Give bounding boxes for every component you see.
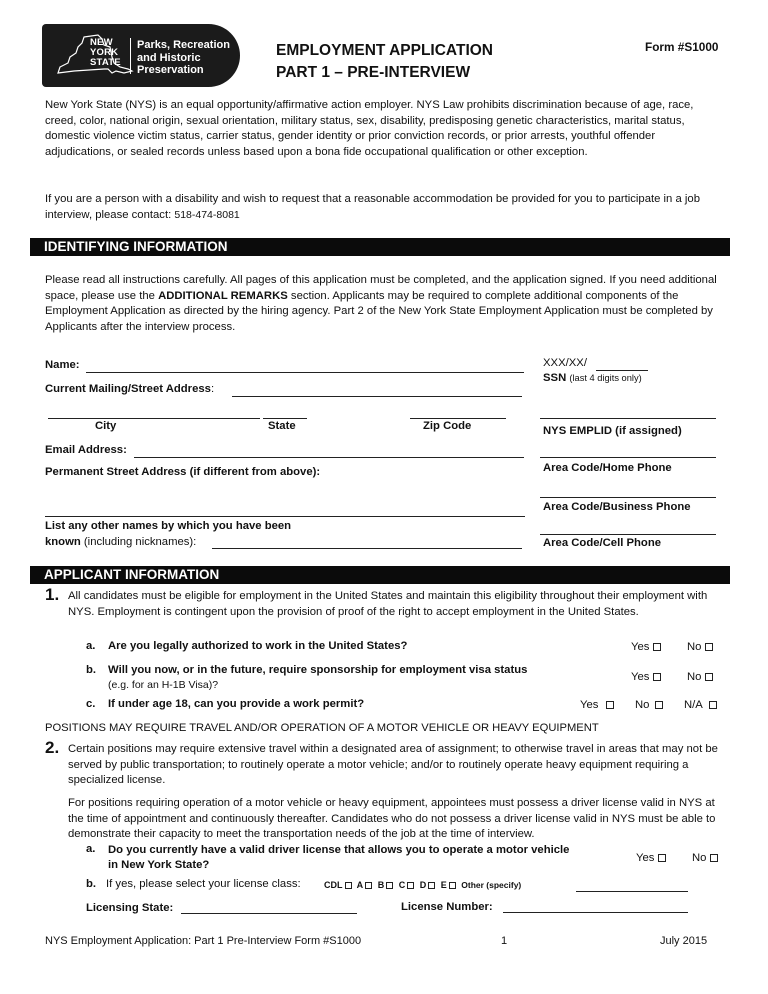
page-title: EMPLOYMENT APPLICATION bbox=[276, 42, 493, 59]
question-2b-text: If yes, please select your license class: bbox=[106, 878, 301, 890]
license-number-field[interactable] bbox=[503, 912, 688, 913]
instructions-text-a: Please read all instructions carefully. All pages of this application must be completed, and the application signed. If you need additional space, please use the bbox=[45, 274, 717, 302]
state-label: State bbox=[268, 420, 296, 432]
footer-form-name: NYS Employment Application: Part 1 Pre-Interview Form #S1000 bbox=[45, 935, 362, 947]
q1b-no-checkbox[interactable] bbox=[705, 673, 713, 681]
question-1c-letter: c. bbox=[86, 698, 96, 710]
license-class-d: D bbox=[419, 880, 427, 890]
q2a-yes-checkbox[interactable] bbox=[658, 854, 666, 862]
license-class-c: C bbox=[398, 880, 406, 890]
home-phone-field[interactable] bbox=[540, 457, 716, 458]
logo-state-line2: YORK bbox=[90, 47, 119, 58]
q1c-yes-label: Yes bbox=[580, 699, 599, 711]
license-class-c-checkbox[interactable] bbox=[407, 882, 414, 889]
ssn-label: SSN bbox=[543, 372, 567, 384]
q1c-no-label: No bbox=[635, 699, 650, 711]
logo-agency-line3: Preservation bbox=[137, 64, 204, 76]
question-1a-letter: a. bbox=[86, 640, 96, 652]
license-class-e-checkbox[interactable] bbox=[449, 882, 456, 889]
q1b-yes-checkbox[interactable] bbox=[653, 673, 661, 681]
question-2b-letter: b. bbox=[86, 878, 97, 890]
permanent-address-label: Permanent Street Address (if different from above): bbox=[45, 466, 321, 478]
ssn-note: (last 4 digits only) bbox=[569, 373, 642, 383]
emplid-label: NYS EMPLID (if assigned) bbox=[543, 425, 682, 437]
mailing-address-label: Current Mailing/Street Address bbox=[45, 383, 211, 395]
other-names-label-line1: List any other names by which you have been bbox=[45, 520, 292, 532]
city-field[interactable] bbox=[48, 418, 260, 419]
q1c-na-checkbox[interactable] bbox=[709, 701, 717, 709]
licensing-state-label: Licensing State: bbox=[86, 902, 174, 914]
ssn-field[interactable] bbox=[596, 370, 648, 371]
business-phone-field[interactable] bbox=[540, 497, 716, 498]
q1c-na-label: N/A bbox=[684, 699, 703, 711]
question-1b-note: (e.g. for an H-1B Visa)? bbox=[108, 679, 219, 691]
name-field[interactable] bbox=[86, 372, 524, 373]
question-1b-text: Will you now, or in the future, require sponsorship for employment visa status bbox=[108, 664, 528, 676]
logo-agency-line1: Parks, Recreation bbox=[137, 39, 230, 51]
logo-agency-line2: and Historic bbox=[137, 51, 201, 64]
q1c-no-checkbox[interactable] bbox=[655, 701, 663, 709]
logo-state-line1: NEW bbox=[90, 37, 113, 48]
other-names-note: (including nicknames): bbox=[83, 536, 197, 548]
footer-page-number: 1 bbox=[501, 935, 508, 947]
email-field[interactable] bbox=[134, 457, 524, 458]
license-class-cdl-checkbox[interactable] bbox=[345, 882, 352, 889]
other-names-field[interactable] bbox=[212, 548, 522, 549]
home-phone-label: Area Code/Home Phone bbox=[543, 462, 672, 474]
q2a-yes-label: Yes bbox=[636, 852, 655, 864]
q1a-no-label: No bbox=[687, 641, 702, 653]
instructions-text-b: section. Applicants may be required to complete additional components of the Employment Application as directed by the hiring agency. Part 2 of the New York State Employment Application must be completed by Applicants after the interview process. bbox=[45, 289, 713, 333]
license-class-d-checkbox[interactable] bbox=[428, 882, 435, 889]
identifying-instructions bbox=[45, 273, 725, 335]
agency-logo bbox=[42, 24, 240, 87]
eeo-statement: New York State (NYS) is an equal opportunity/affirmative action employer. NYS Law prohibits discrimination because of age, race, creed, color, national origin, sexual orientation, military status, sex, disability, predisposing genetic characteristics, marital status, domestic violence victim status, carrier status, gender identity or prior conviction records, or prior arrests, youthful offender adjudications, or sealed records unless based upon a bona fide occupational qualification or other exception. bbox=[45, 99, 694, 158]
question-2-text: Certain positions may require extensive travel within a designated area of assignment; to otherwise travel in areas that may not be served by public transportation; to routinely operate a motor vehicle; and/or to routinely operate heavy equipment requiring a specialized license. bbox=[68, 743, 718, 787]
footer-date: July 2015 bbox=[660, 935, 708, 947]
question-2a-text-line1: Do you currently have a valid driver license that allows you to operate a motor vehicle bbox=[108, 844, 570, 856]
question-1b-letter: b. bbox=[86, 664, 97, 676]
permanent-address-field[interactable] bbox=[45, 516, 525, 517]
cell-phone-label: Area Code/Cell Phone bbox=[543, 537, 662, 549]
zip-label: Zip Code bbox=[423, 420, 472, 432]
q1b-no-label: No bbox=[687, 671, 702, 683]
license-class-b: B bbox=[377, 880, 385, 890]
emplid-field[interactable] bbox=[540, 418, 716, 419]
logo-state-line3: STATE bbox=[90, 57, 121, 68]
question-1-number: 1. bbox=[45, 585, 60, 604]
license-class-other: Other (specify) bbox=[461, 880, 522, 890]
q1a-yes-checkbox[interactable] bbox=[653, 643, 661, 651]
instructions-additional-remarks: ADDITIONAL REMARKS bbox=[158, 289, 288, 302]
question-2-number: 2. bbox=[45, 738, 60, 757]
q1b-yes-label: Yes bbox=[631, 671, 650, 683]
license-class-b-checkbox[interactable] bbox=[386, 882, 393, 889]
section-header-applicant: APPLICANT INFORMATION bbox=[30, 566, 730, 584]
license-other-field[interactable] bbox=[576, 891, 688, 892]
page-subtitle: PART 1 – PRE-INTERVIEW bbox=[276, 64, 471, 81]
ssn-prefix: XXX/XX/ bbox=[543, 357, 587, 369]
question-1a-text: Are you legally authorized to work in the United States? bbox=[108, 640, 408, 652]
license-class-a-checkbox[interactable] bbox=[365, 882, 372, 889]
accommodation-phone: 518-474-8081 bbox=[174, 208, 240, 221]
question-2a-text-line2: in New York State? bbox=[108, 859, 210, 871]
cell-phone-field[interactable] bbox=[540, 534, 716, 535]
form-number: Form #S1000 bbox=[645, 40, 719, 54]
zip-field[interactable] bbox=[410, 418, 506, 419]
license-class-e: E bbox=[440, 880, 447, 890]
licensing-state-field[interactable] bbox=[181, 913, 357, 914]
email-label: Email Address: bbox=[45, 444, 127, 456]
q1c-yes-checkbox[interactable] bbox=[606, 701, 614, 709]
license-class-cdl: CDL bbox=[324, 880, 343, 890]
q1a-no-checkbox[interactable] bbox=[705, 643, 713, 651]
section-header-identifying: IDENTIFYING INFORMATION bbox=[30, 238, 730, 256]
city-label: City bbox=[95, 420, 117, 432]
q1a-yes-label: Yes bbox=[631, 641, 650, 653]
question-1c-text: If under age 18, can you provide a work permit? bbox=[108, 698, 365, 710]
state-field[interactable] bbox=[263, 418, 307, 419]
accommodation-text: If you are a person with a disability and wish to request that a reasonable accommodation be provided for you to participate in a job interview, please contact: bbox=[45, 193, 700, 221]
business-phone-label: Area Code/Business Phone bbox=[543, 501, 691, 513]
license-number-label: License Number: bbox=[401, 901, 493, 913]
license-class-a: A bbox=[356, 880, 364, 890]
q2a-no-label: No bbox=[692, 852, 707, 864]
mailing-address-colon: : bbox=[210, 383, 215, 395]
other-names-label-line2: known bbox=[45, 536, 81, 548]
question-2-text2: For positions requiring operation of a motor vehicle or heavy equipment, appointees must possess a driver license valid in NYS at the time of appointment and continuously thereafter. Candidates who do not possess a driver license valid in NYS must be able to demonstrate their capacity to meet the transportation needs of the job at the time of interview. bbox=[68, 797, 716, 841]
travel-notice: POSITIONS MAY REQUIRE TRAVEL AND/OR OPERATION OF A MOTOR VEHICLE OR HEAVY EQUIPMENT bbox=[45, 722, 599, 734]
accommodation-statement bbox=[45, 192, 725, 223]
name-label: Name: bbox=[45, 359, 80, 371]
mailing-address-field[interactable] bbox=[232, 396, 522, 397]
q2a-no-checkbox[interactable] bbox=[710, 854, 718, 862]
question-2a-letter: a. bbox=[86, 843, 96, 855]
question-1-text: All candidates must be eligible for employment in the United States and maintain this eligibility throughout their employment with NYS. Employment is contingent upon the provision of proof of the right to accept employment in the United States. bbox=[68, 590, 708, 618]
